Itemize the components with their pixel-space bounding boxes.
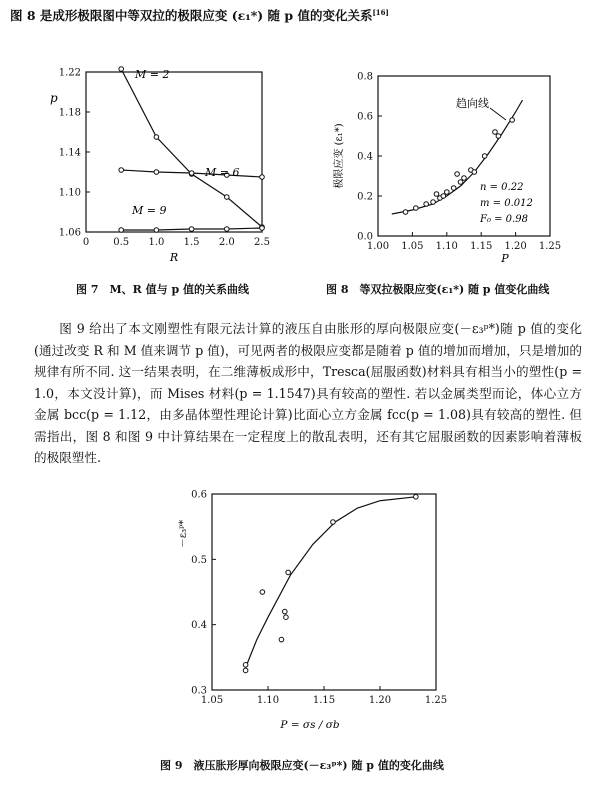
fig8-y-axis-label: 极限应变 (ε₁*) bbox=[334, 123, 345, 189]
fig8-data-point bbox=[441, 194, 446, 199]
body-paragraph: 图 9 给出了本文刚塑性有限元法计算的液压自由胀形的厚向极限应变(－ε₃ᵖ*)随 p 值的变化(通过改变 R 和 M 值来调节 p 值)，可见两者的极限应变都是随着 p 值的增加而增加，只是增加的规律有所不同. 这一结果表明，在二维薄板成形中，Tresca(屈服函数)材料具有相当小的塑性(p = 1.0，本文没计算)，而 Mises 材料(p = 1.1547)具有较高的塑性. 若以金属类型而论，体心立方金属 bcc(p = 1.12，由多晶体塑性理论计算)比面心立方金属 fcc(p = 1.08)具有较高的塑性. 但需指出，图 8 和图 9 中计算结果在一定程度上的散乱表明，还有其它屈服函数的因素影响着薄板的极限塑性. bbox=[34, 321, 582, 465]
fig9-x-tick-label: 1.05 bbox=[200, 695, 224, 706]
fig7-x-tick-label: 1.0 bbox=[148, 237, 165, 248]
fig7-y-tick-label: 1.14 bbox=[58, 147, 81, 159]
fig8-data-point bbox=[451, 186, 456, 191]
fig7-data-point bbox=[260, 175, 265, 180]
fig7-series-label: M = 6 bbox=[205, 166, 240, 179]
fig9-data-point bbox=[283, 609, 288, 614]
fig8-annotation-label: 趋向线 bbox=[456, 97, 489, 110]
fig9-data-point bbox=[260, 590, 265, 595]
fig9-y-tick-label: 0.3 bbox=[191, 685, 207, 697]
reference-mark: [16] bbox=[372, 7, 389, 17]
fig9-x-axis-label: P = σs / σb bbox=[280, 719, 340, 731]
fig8-data-point bbox=[496, 134, 501, 139]
fig7-data-point bbox=[154, 170, 159, 175]
fig8-data-point bbox=[414, 206, 419, 211]
fig8-y-tick-label: 0.0 bbox=[357, 231, 373, 243]
fig8-y-tick-label: 0.2 bbox=[357, 191, 373, 203]
fig8-x-axis-label: P bbox=[501, 252, 509, 265]
fig7-data-point bbox=[189, 227, 194, 232]
fig7-y-tick-label: 1.06 bbox=[58, 227, 81, 239]
fig8-data-point bbox=[424, 202, 429, 207]
fig7-y-tick-label: 1.22 bbox=[58, 67, 81, 79]
fig8-x-tick-label: 1.15 bbox=[470, 241, 493, 252]
fig8-annotation-arrow bbox=[490, 108, 506, 120]
fig7-data-point bbox=[225, 227, 230, 232]
fig8-y-tick-label: 0.6 bbox=[357, 111, 373, 123]
fig7-x-tick-label: 1.5 bbox=[183, 237, 200, 248]
fig8-parameter-label: F₀ = 0.98 bbox=[480, 214, 528, 225]
fig7-x-tick-label: 0 bbox=[82, 237, 90, 248]
fig9-data-point bbox=[286, 570, 291, 575]
fig8-x-tick-label: 1.10 bbox=[435, 241, 458, 252]
fig9-y-tick-label: 0.6 bbox=[191, 489, 207, 501]
fig7-y-axis-label: p bbox=[50, 91, 58, 105]
fig9-data-point bbox=[243, 663, 248, 668]
fig8-y-tick-label: 0.4 bbox=[357, 151, 373, 163]
figure-8-chart bbox=[330, 60, 580, 265]
fig7-data-point bbox=[119, 228, 124, 233]
fig7-data-point bbox=[225, 195, 230, 200]
fig8-x-tick-label: 1.20 bbox=[504, 241, 527, 252]
fig7-x-tick-label: 0.5 bbox=[113, 237, 130, 248]
fig7-series-label: M = 2 bbox=[135, 68, 170, 81]
fig8-data-point bbox=[482, 154, 487, 159]
figure-8-caption: 图 8 等双拉极限应变(ε₁*) 随 p 值变化曲线 bbox=[326, 283, 550, 296]
fig9-frame bbox=[212, 494, 436, 690]
fig7-x-axis-label: R bbox=[169, 251, 179, 264]
fig9-y-axis-label: －ε₃ᵖ* bbox=[178, 519, 189, 549]
fig7-frame bbox=[86, 72, 262, 232]
fig9-data-point bbox=[331, 520, 336, 525]
fig9-x-tick-label: 1.25 bbox=[424, 695, 448, 706]
fig8-parameter-label: m = 0.012 bbox=[480, 198, 533, 209]
fig8-data-point bbox=[434, 192, 439, 197]
fig9-data-point bbox=[279, 637, 284, 642]
figure-7-chart bbox=[40, 58, 280, 268]
fig7-y-tick-label: 1.10 bbox=[58, 187, 81, 199]
fig8-data-point bbox=[462, 176, 467, 181]
fig9-y-tick-label: 0.4 bbox=[191, 620, 207, 632]
figure-7-caption: 图 7 M、R 值与 p 值的关系曲线 bbox=[76, 283, 249, 296]
fig8-data-point bbox=[493, 130, 498, 135]
fig7-data-point bbox=[154, 135, 159, 140]
fig8-data-point bbox=[458, 180, 463, 185]
fig9-x-tick-label: 1.20 bbox=[368, 695, 392, 706]
fig8-data-point bbox=[445, 190, 450, 195]
fig9-data-point bbox=[284, 615, 289, 620]
fig7-x-tick-label: 2.0 bbox=[218, 237, 235, 248]
figure-9-caption: 图 9 液压胀形厚向极限应变(－ε₃ᵖ*) 随 p 值的变化曲线 bbox=[160, 759, 444, 772]
fig9-y-tick-label: 0.5 bbox=[191, 554, 207, 566]
fig7-data-point bbox=[119, 168, 124, 173]
page-header: 图 8 是成形极限图中等双拉的极限应变 (ε₁*) 随 p 值的变化关系[16] bbox=[10, 7, 389, 23]
fig7-x-tick-label: 2.5 bbox=[254, 237, 270, 248]
fig8-data-point bbox=[431, 200, 436, 205]
fig8-data-point bbox=[455, 172, 460, 177]
fig9-x-tick-label: 1.10 bbox=[256, 695, 280, 706]
fig8-data-point bbox=[403, 210, 408, 215]
fig7-y-tick-label: 1.18 bbox=[58, 107, 81, 119]
fig8-x-tick-label: 1.00 bbox=[366, 241, 390, 252]
fig8-data-point bbox=[472, 170, 477, 175]
fig8-y-tick-label: 0.8 bbox=[357, 71, 373, 83]
figure-9-chart bbox=[160, 476, 460, 751]
fig9-data-point bbox=[243, 668, 248, 673]
fig8-x-tick-label: 1.25 bbox=[538, 241, 562, 252]
fig8-x-tick-label: 1.05 bbox=[401, 241, 424, 252]
fig8-data-point bbox=[510, 118, 515, 123]
fig7-data-point bbox=[189, 171, 194, 176]
fig7-data-point bbox=[260, 226, 265, 231]
fig9-x-tick-label: 1.15 bbox=[312, 695, 336, 706]
fig8-parameter-label: n = 0.22 bbox=[480, 182, 524, 193]
fig9-data-point bbox=[414, 495, 419, 500]
fig7-data-point bbox=[119, 67, 124, 72]
fig7-data-point bbox=[154, 228, 159, 233]
fig7-series-label: M = 9 bbox=[132, 204, 167, 217]
